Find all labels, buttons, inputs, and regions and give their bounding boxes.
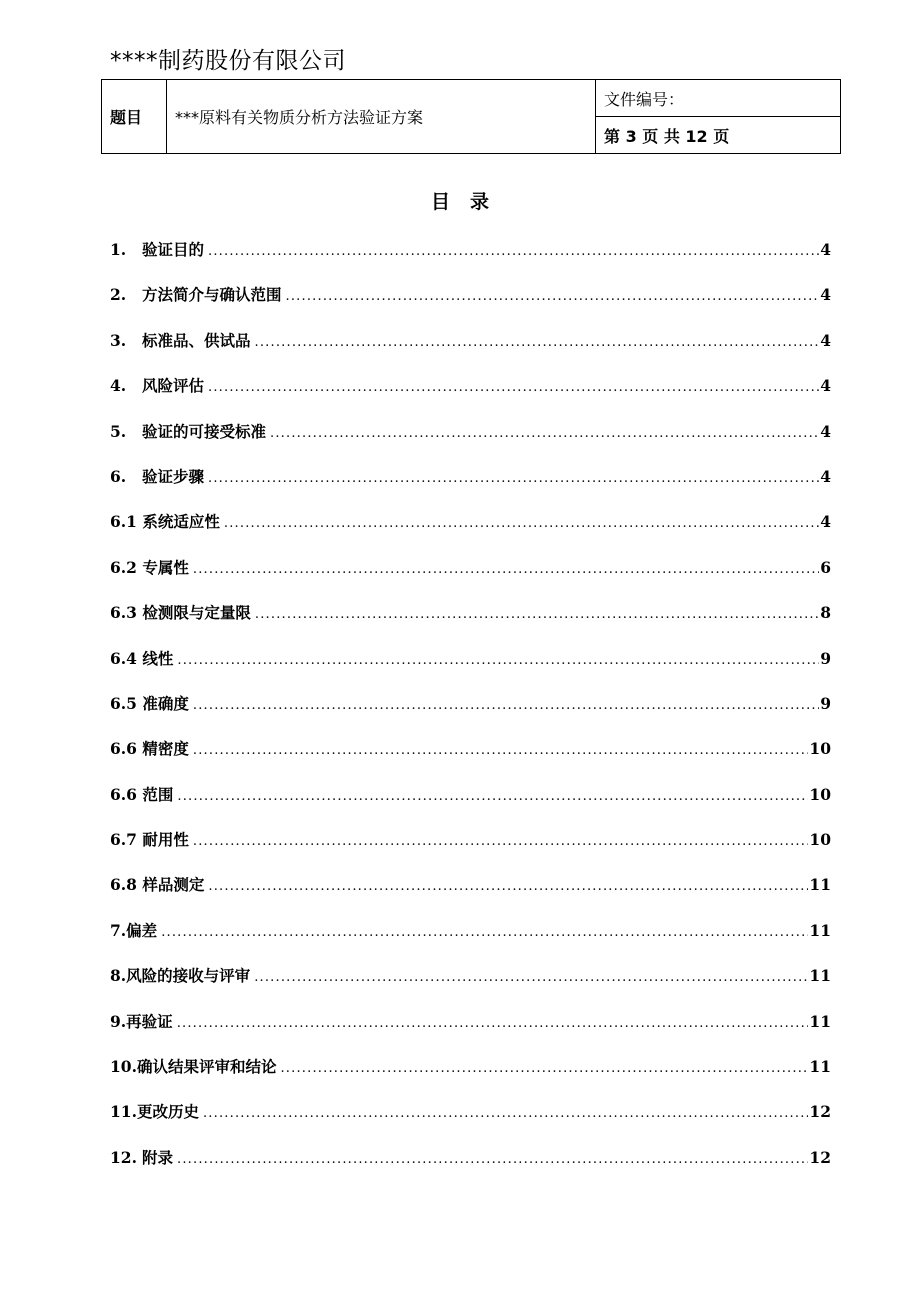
document-header-table (101, 79, 841, 154)
toc-entry[interactable] (110, 1053, 831, 1098)
toc-entry-title: 6.4 线性 (110, 648, 174, 668)
toc-entry-number: 1. (110, 240, 127, 259)
toc-entry-page: 12 (809, 1102, 831, 1122)
toc-entry-label (110, 463, 204, 491)
toc-entry-number: 4. (110, 376, 127, 396)
toc-entry-title: 6.7 耐用性 (110, 830, 189, 850)
toc-entry[interactable] (110, 962, 831, 1007)
toc-entry-page: 4 (820, 376, 831, 396)
toc-leader-dots (208, 374, 819, 402)
toc-leader-dots (224, 510, 819, 538)
toc-title: 目录 (430, 191, 509, 213)
toc-entry-title: 附录 (142, 1147, 174, 1167)
toc-entry-title: 6.6 精密度 (110, 739, 189, 759)
toc-entry[interactable] (110, 281, 831, 326)
toc-entry-page: 11 (809, 920, 831, 940)
toc-entry-label (110, 372, 204, 400)
toc-entry-title: 验证步骤 (142, 466, 205, 486)
toc-entry-number: 3. (110, 330, 127, 350)
toc-entry-page: 4 (820, 285, 831, 305)
toc-leader-dots (203, 1100, 808, 1128)
toc-entry-number: 6. (110, 466, 127, 486)
toc-leader-dots (255, 329, 820, 357)
toc-entry[interactable] (110, 690, 831, 735)
toc-entry-label (110, 917, 157, 945)
toc-leader-dots (177, 647, 819, 675)
toc-entry-title: 6.5 准确度 (110, 693, 189, 713)
toc-leader-dots (193, 828, 809, 856)
toc-entry[interactable] (110, 463, 831, 508)
toc-entry-title: 6.8 样品测定 (110, 875, 205, 895)
page-info: 第 3 页 共 12 页 (596, 117, 841, 154)
toc-entry-label (110, 1144, 173, 1172)
toc-entry-title: 9.再验证 (110, 1011, 173, 1031)
toc-entry-page: 11 (809, 1011, 831, 1031)
toc-entry-page: 8 (820, 603, 831, 623)
toc-leader-dots (193, 692, 819, 720)
toc-entry-title: 方法简介与确认范围 (142, 285, 282, 305)
toc-leader-dots (193, 556, 819, 584)
toc-entry-page: 10 (809, 830, 831, 850)
toc-entry-title: 10.确认结果评审和结论 (110, 1057, 277, 1077)
toc-entry[interactable] (110, 1008, 831, 1053)
toc-entry-label (110, 418, 266, 446)
toc-leader-dots (177, 1010, 809, 1038)
toc-entry[interactable] (110, 735, 831, 780)
toc-entry[interactable] (110, 645, 831, 690)
toc-leader-dots (161, 919, 808, 947)
toc-entry-page: 4 (820, 512, 831, 532)
toc-entry-label (110, 1008, 173, 1036)
toc-entry-page: 6 (820, 557, 831, 577)
toc-entry[interactable] (110, 236, 831, 281)
toc-entry[interactable] (110, 1098, 831, 1143)
toc-entry-page: 10 (809, 739, 831, 759)
toc-leader-dots (280, 1055, 808, 1083)
toc-entry[interactable] (110, 1144, 831, 1189)
toc-entry-title: 6.6 范围 (110, 784, 174, 804)
toc-leader-dots (208, 873, 808, 901)
toc-entry-title: 6.1 系统适应性 (110, 512, 220, 532)
toc-entry-label (110, 554, 189, 582)
toc-entry[interactable] (110, 826, 831, 871)
toc-entry-title: 风险评估 (142, 376, 205, 396)
toc-entry-page: 4 (820, 330, 831, 350)
toc-entry-number: 5. (110, 421, 127, 441)
toc-entry-label (110, 327, 251, 355)
toc-entry-title: 6.3 检测限与定量限 (110, 603, 251, 623)
doc-number-label: 文件编号： (596, 80, 841, 117)
toc-entry-label (110, 1053, 276, 1081)
toc-entry[interactable] (110, 418, 831, 463)
toc-entry-title: 验证目的 (142, 240, 205, 259)
toc-entry-label (110, 508, 220, 536)
toc-entry[interactable] (110, 372, 831, 417)
toc-leader-dots (208, 465, 819, 493)
toc-entry[interactable] (110, 508, 831, 553)
table-of-contents (110, 236, 831, 1189)
subject-label: 题目 (102, 80, 167, 154)
toc-entry-page: 11 (809, 966, 831, 986)
toc-leader-dots (208, 238, 819, 266)
toc-entry-page: 4 (820, 421, 831, 441)
toc-entry-label (110, 962, 250, 990)
toc-entry-label (110, 871, 204, 899)
toc-entry-title: 7.偏差 (110, 920, 158, 940)
toc-entry[interactable] (110, 554, 831, 599)
toc-entry[interactable] (110, 327, 831, 372)
toc-entry-page: 9 (820, 693, 831, 713)
toc-entry-label (110, 1098, 199, 1126)
toc-entry-page: 4 (820, 466, 831, 486)
toc-entry-label (110, 781, 173, 809)
toc-entry-page: 11 (809, 875, 831, 895)
toc-entry-label (110, 735, 189, 763)
toc-entry-title: 8.风险的接收与评审 (110, 966, 251, 986)
company-name: ****制药股份有限公司 (110, 48, 346, 74)
toc-entry-title: 验证的可接受标准 (142, 421, 267, 441)
toc-leader-dots (270, 420, 819, 448)
toc-entry-label (110, 599, 251, 627)
toc-entry-number: 12. (110, 1147, 137, 1167)
toc-leader-dots (286, 283, 820, 311)
toc-entry[interactable] (110, 599, 831, 644)
toc-entry-label (110, 826, 189, 854)
toc-entry-page: 11 (809, 1057, 831, 1077)
toc-entry-title: 标准品、供试品 (142, 330, 251, 350)
toc-entry-page: 4 (820, 240, 831, 259)
toc-entry-title: 11.更改历史 (110, 1102, 199, 1122)
toc-entry[interactable] (110, 781, 831, 826)
toc-leader-dots (254, 964, 808, 992)
toc-entry-label (110, 236, 204, 264)
toc-leader-dots (193, 737, 809, 765)
toc-leader-dots (255, 601, 819, 629)
toc-entry[interactable] (110, 871, 831, 916)
toc-entry-label (110, 281, 282, 309)
toc-entry-page: 9 (820, 648, 831, 668)
toc-leader-dots (177, 1146, 808, 1174)
toc-entry-page: 12 (809, 1147, 831, 1167)
subject-value: ***原料有关物质分析方法验证方案 (167, 80, 596, 154)
toc-entry-label (110, 645, 173, 673)
toc-entry-page: 10 (809, 784, 831, 804)
toc-entry-label (110, 690, 189, 718)
toc-entry[interactable] (110, 917, 831, 962)
toc-entry-title: 6.2 专属性 (110, 557, 189, 577)
toc-entry-number: 2. (110, 285, 127, 305)
toc-leader-dots (177, 783, 808, 811)
